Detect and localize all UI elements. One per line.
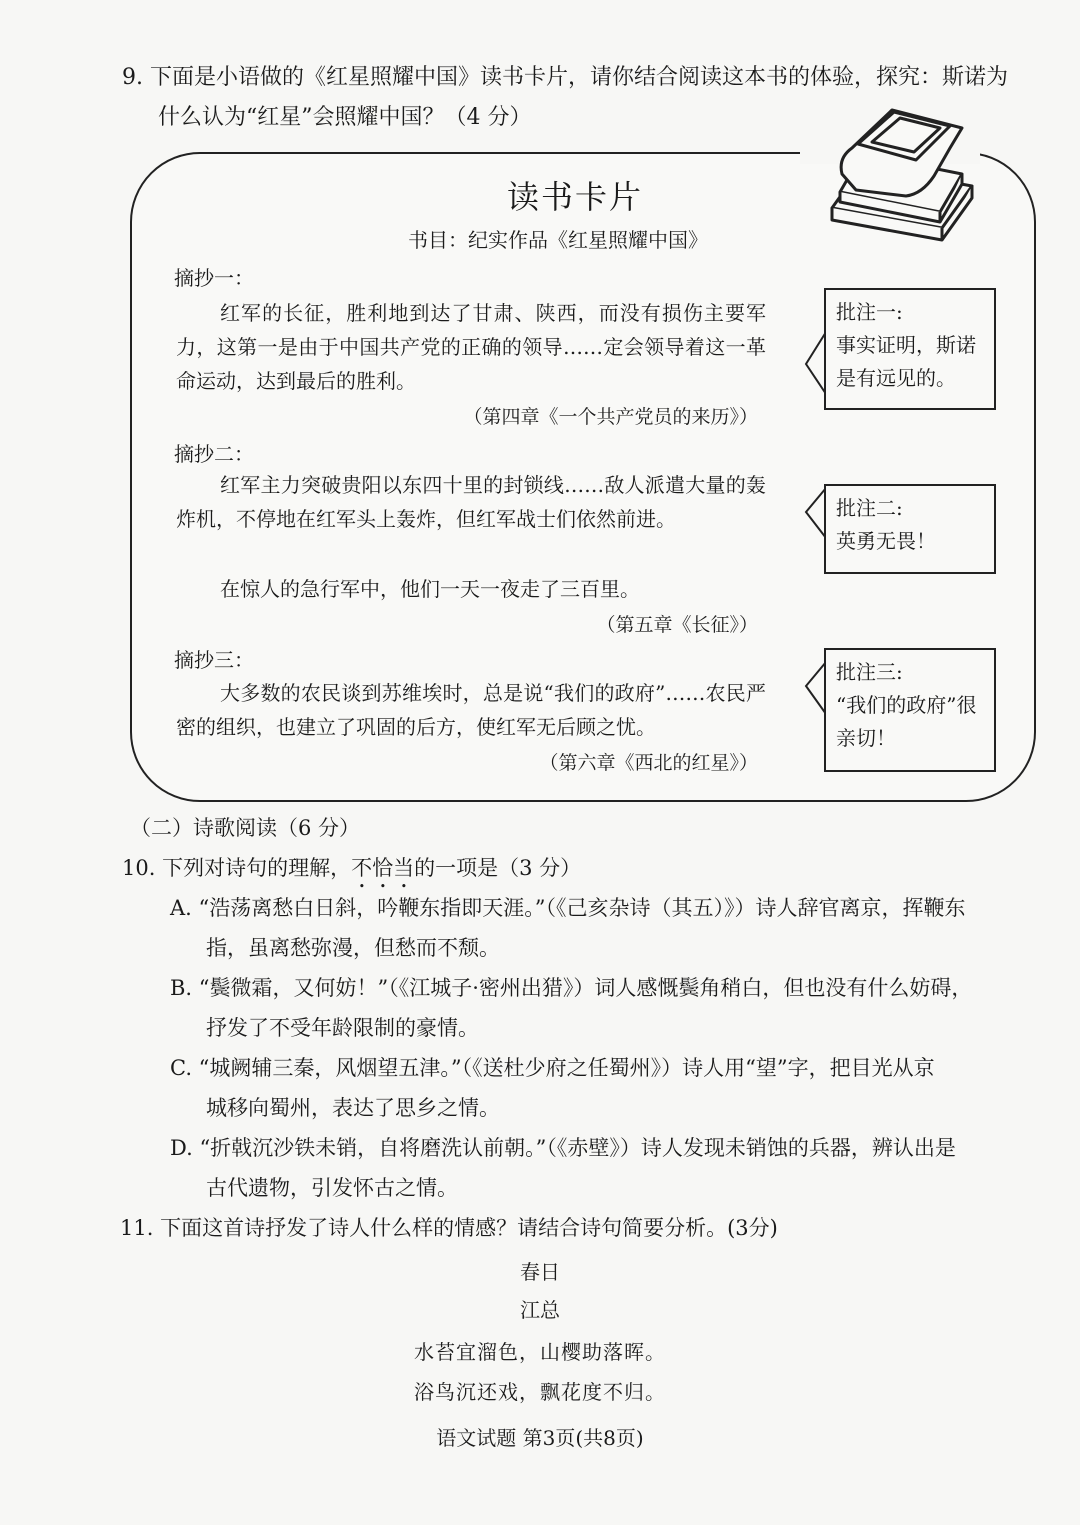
note-2-text: 英勇无畏！ bbox=[836, 529, 936, 553]
excerpt-3-source: （第六章《西北的红星》） bbox=[539, 752, 758, 774]
excerpt-1-label: 摘抄一： bbox=[174, 266, 254, 290]
q10-option-d-line1: D. “折戟沉沙铁未销，自将磨洗认前朝。”（《赤壁》）诗人发现未销蚀的兵器，辨认出是 bbox=[170, 1136, 956, 1160]
q10-option-a-line1: A. “浩荡离愁白日斜，吟鞭东指即天涯。”（《己亥杂诗（其五）》）诗人辞官离京，挥鞭东 bbox=[170, 896, 966, 920]
q10-stem-post: 的一项是（3 分） bbox=[414, 856, 582, 880]
note-3-text: “我们的政府”很亲切！ bbox=[836, 693, 977, 750]
card-book-title: 书目：纪实作品《红星照耀中国》 bbox=[408, 228, 708, 252]
note-1-text: 事实证明，斯诺是有远见的。 bbox=[836, 333, 976, 390]
excerpt-2-source: （第五章《长征》） bbox=[596, 614, 758, 636]
q10-option-c-line1: C. “城阙辅三秦，风烟望五津。”（《送杜少府之任蜀州》）诗人用“望”字，把目光从京 bbox=[170, 1056, 935, 1080]
excerpt-2-text: 红军主力突破贵阳以东四十里的封锁线……敌人派遣大量的轰炸机，不停地在红军头上轰炸，但红军战士们依然前进。 bbox=[176, 473, 766, 531]
poem-author: 江总 bbox=[520, 1298, 560, 1322]
excerpt-1-source: （第四章《一个共产党员的来历》） bbox=[463, 406, 758, 428]
q9-stem-line1: 9. 下面是小语做的《红星照耀中国》读书卡片，请你结合阅读这本书的体验，探究：斯诺为 bbox=[122, 65, 1008, 90]
q10-stem-pre: 10. 下列对诗句的理解， bbox=[122, 856, 352, 880]
q10-option-b-line1: B. “鬓微霜，又何妨！”（《江城子·密州出猎》）词人感慨鬓角稍白，但也没有什么妨碍， bbox=[170, 976, 973, 1000]
q10-option-c-line2: 城移向蜀州，表达了思乡之情。 bbox=[206, 1096, 500, 1120]
card-title: 读书卡片 bbox=[506, 178, 643, 216]
excerpt-2-text-2: 在惊人的急行军中，他们一天一夜走了三百里。 bbox=[220, 577, 640, 601]
excerpt-2-label: 摘抄二： bbox=[174, 442, 254, 466]
note-1-label: 批注一: bbox=[836, 300, 903, 324]
excerpt-1-text: 红军的长征，胜利地到达了甘肃、陕西，而没有损伤主要军力，这第一是由于中国共产党的正确的领导……定会领导着这一革命运动，达到最后的胜利。 bbox=[176, 301, 766, 393]
q10-option-a-line2: 指，虽离愁弥漫，但愁而不颓。 bbox=[206, 936, 500, 960]
poem-line-2: 浴鸟沉还戏，飘花度不归。 bbox=[414, 1380, 666, 1404]
q10-option-b-line2: 抒发了不受年龄限制的豪情。 bbox=[206, 1016, 479, 1040]
note-3 bbox=[824, 648, 996, 772]
excerpt-3-text: 大多数的农民谈到苏维埃时，总是说“我们的政府”……农民严密的组织，也建立了巩固的后方，使红军无后顾之忧。 bbox=[176, 681, 766, 739]
page-footer: 语文试题 第3页(共8页) bbox=[436, 1426, 644, 1450]
q10-stem-emphasis: 不恰当 bbox=[351, 856, 415, 880]
note-2-label: 批注二: bbox=[836, 496, 903, 520]
q11-stem: 11. 下面这首诗抒发了诗人什么样的情感？请结合诗句简要分析。(3分) bbox=[120, 1216, 778, 1240]
note-3-label: 批注三: bbox=[836, 660, 903, 684]
note-2 bbox=[824, 484, 996, 574]
book-stack-icon bbox=[822, 88, 982, 252]
section-2-heading: （二）诗歌阅读（6 分） bbox=[130, 816, 361, 840]
poem-line-1: 水苔宜溜色，山樱助落晖。 bbox=[414, 1340, 666, 1364]
q10-option-d-line2: 古代遗物，引发怀古之情。 bbox=[206, 1176, 458, 1200]
q9-stem-line2: 什么认为“红星”会照耀中国？（4 分） bbox=[158, 105, 532, 130]
poem-title: 春日 bbox=[520, 1260, 560, 1284]
q10-stem bbox=[122, 848, 581, 893]
note-1 bbox=[824, 288, 996, 410]
excerpt-3-label: 摘抄三： bbox=[174, 648, 254, 672]
